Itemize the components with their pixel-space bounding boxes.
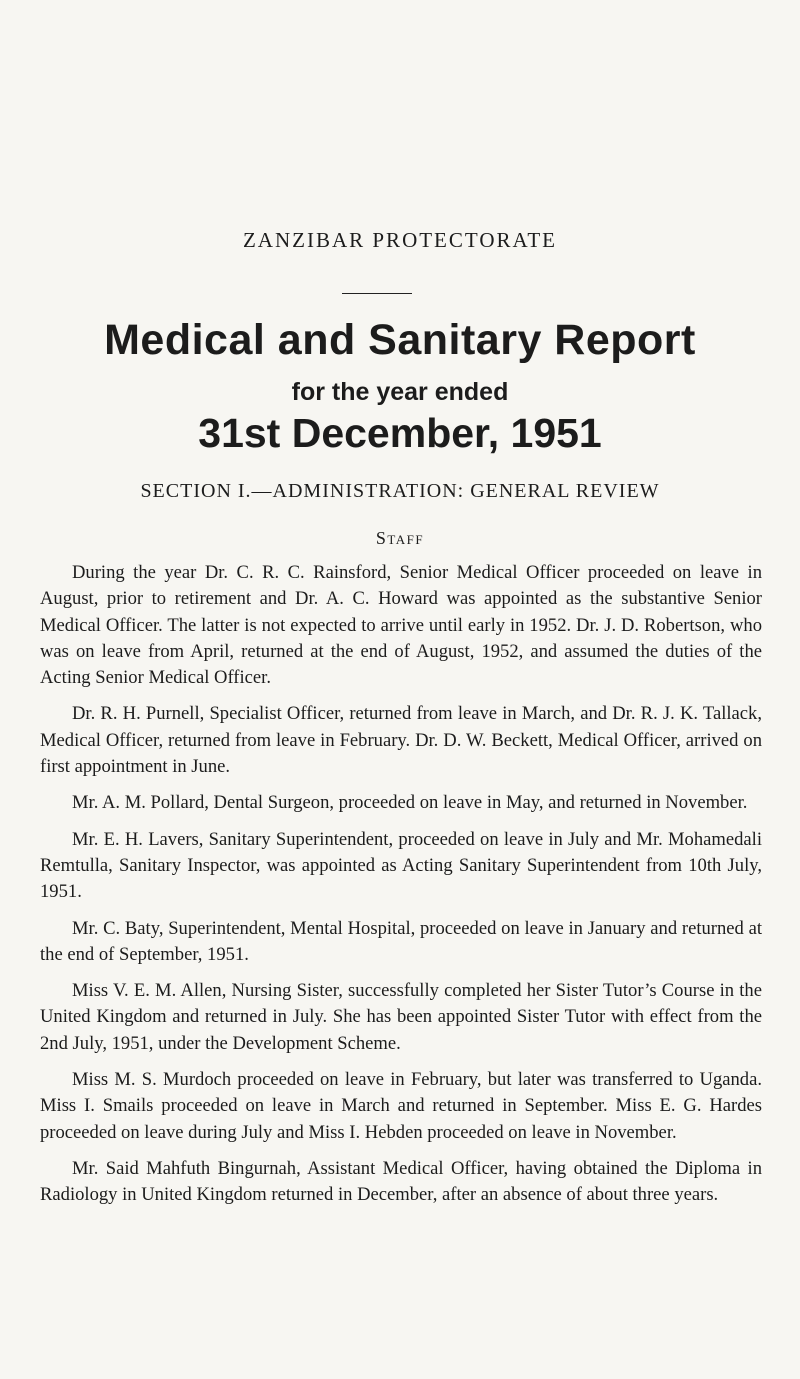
report-subtitle: for the year ended <box>291 378 509 406</box>
paragraph: During the year Dr. C. R. C. Rainsford, Senior Medical Officer proceeded on leave in August, prior to retirement and Dr. A. C. Howard was appointed as the substantive Senior Medical Officer. The latter is not expected to arrive until early in 1952. Dr. J. D. Robertson, who was on leave from April, returned at the end of August, 1952, and assumed the duties of the Acting Senior Medical Officer. <box>40 562 762 689</box>
report-date: 31st December, 1951 <box>198 410 602 456</box>
paragraph: Mr. E. H. Lavers, Sanitary Superintendent, proceeded on leave in July and Mr. Mohamedali Remtulla, Sanitary Inspector, was appointed as Acting Sanitary Superintendent from 10th July, 1951. <box>40 828 762 903</box>
paragraph: Mr. A. M. Pollard, Dental Surgeon, proceeded on leave in May, and returned in November. <box>72 792 748 814</box>
paragraph: Mr. Said Mahfuth Bingurnah, Assistant Medical Officer, having obtained the Diploma in Radiology in United Kingdom returned in December, after an absence of about three years. <box>40 1157 762 1206</box>
paragraph: Miss V. E. M. Allen, Nursing Sister, successfully completed her Sister Tutor’s Course in the United Kingdom and returned in July. She has been appointed Sister Tutor with effect from the 2nd July, 1951, under the Development Scheme. <box>40 980 762 1054</box>
protectorate-heading: ZANZIBAR PROTECTORATE <box>242 228 558 252</box>
subsection-heading: Staff <box>375 528 425 548</box>
report-title: Medical and Sanitary Report <box>104 316 696 364</box>
section-heading: SECTION I.—ADMINISTRATION: GENERAL REVIEW <box>140 480 660 502</box>
report-body <box>40 560 762 1219</box>
paragraph: Dr. R. H. Purnell, Specialist Officer, returned from leave in March, and Dr. R. J. K. Tallack, Medical Officer, returned from leave in February. Dr. D. W. Beckett, Medical Officer, arrived on first appointment in June. <box>40 703 762 778</box>
paragraph: Mr. C. Baty, Superintendent, Mental Hospital, proceeded on leave in January and returned at the end of September, 1951. <box>40 917 762 965</box>
paragraph: Miss M. S. Murdoch proceeded on leave in February, but later was transferred to Uganda. Miss I. Smails proceeded on leave in March and returned in September. Miss E. G. Hardes proceeded on leave during July and Miss I. Hebden proceeded on leave in November. <box>40 1069 762 1143</box>
title-divider <box>342 293 412 294</box>
